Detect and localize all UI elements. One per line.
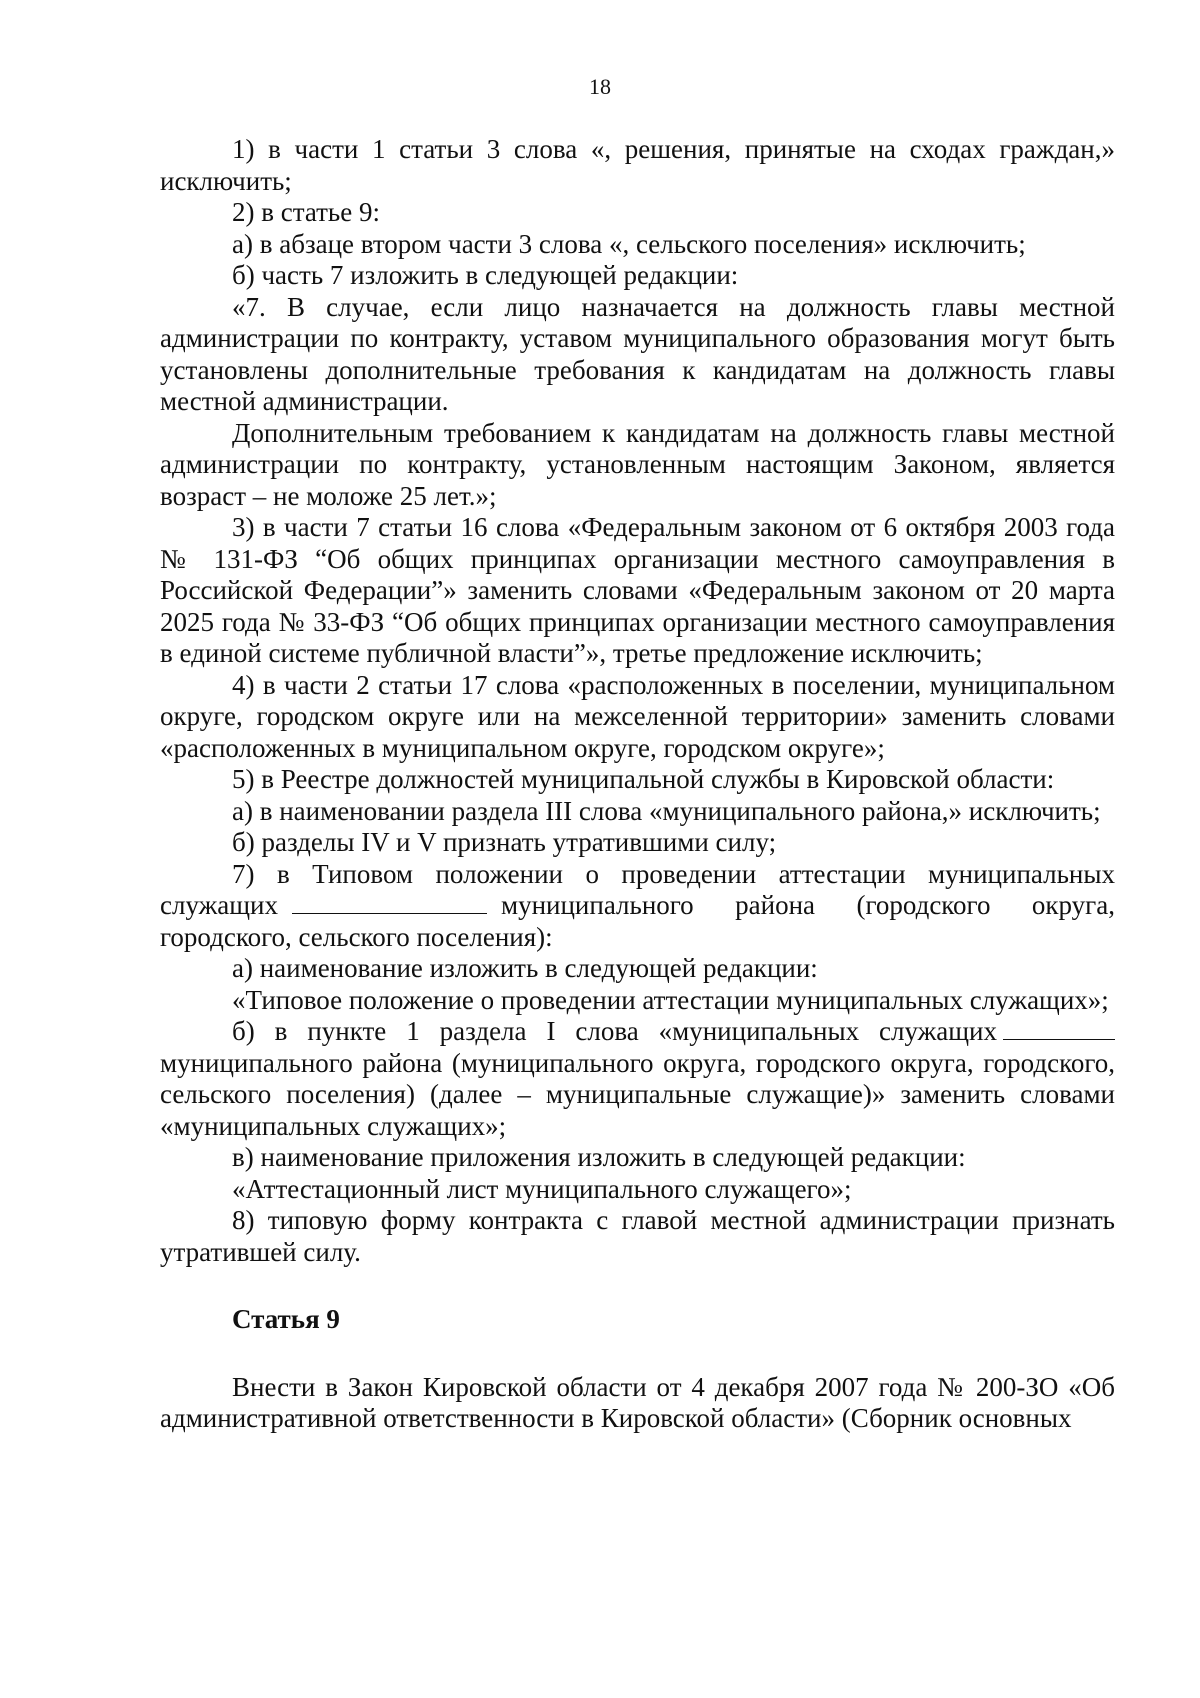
paragraph: 4) в части 2 статьи 17 слова «расположенных в поселении, муниципальном округе, городском округе или на межселенной территории» заменить словами «расположенных в муниципальном округе, городском округе»; <box>160 669 1115 763</box>
paragraph: Внести в Закон Кировской области от 4 декабря 2007 года № 200-ЗО «Об административной ответственности в Кировской области» (Сборник основных <box>160 1371 1115 1433</box>
paragraph: 5) в Реестре должностей муниципальной службы в Кировской области: <box>232 764 1055 794</box>
document-body <box>160 134 1115 1435</box>
paragraph-text: 7) в Типовом положении о проведении аттестации муниципальных служащих <box>160 858 1115 920</box>
page-number: 18 <box>589 74 611 99</box>
paragraph: 3) в части 7 статьи 16 слова «Федеральным законом от 6 октября 2003 года № 131-ФЗ “Об общих принципах организации местного самоуправления в Российской Федерации”» заменить словами «Федеральным законом от 20 марта 2025 года № 33-ФЗ “Об общих принципах организации местного самоуправления в единой системе публичной власти”», третье предложение исключить; <box>160 512 1115 668</box>
paragraph <box>160 1016 1115 1142</box>
paragraph: Дополнительным требованием к кандидатам на должность главы местной администрации по контракту, установленным настоящим Законом, является возраст – не моложе 25 лет.»; <box>160 417 1115 511</box>
paragraph: а) наименование изложить в следующей редакции: <box>232 953 818 983</box>
blank-line <box>1003 1017 1115 1040</box>
paragraph: в) наименование приложения изложить в следующей редакции: <box>232 1142 966 1172</box>
paragraph: а) в наименовании раздела III слова «муниципального района,» исключить; <box>232 795 1101 826</box>
paragraph: «Аттестационный лист муниципального служащего»; <box>232 1173 852 1204</box>
paragraph: «7. В случае, если лицо назначается на должность главы местной администрации по контракту, уставом муниципального образования могут быть установлены дополнительные требования к кандидатам на должность главы местной администрации. <box>160 291 1115 416</box>
paragraph-text: б) в пункте 1 раздела I слова «муниципальных служащих <box>232 1016 997 1046</box>
paragraph <box>160 859 1115 954</box>
paragraph: 1) в части 1 статьи 3 слова «, решения, принятые на сходах граждан,» исключить; <box>160 134 1115 196</box>
paragraph-text: муниципального района (муниципального округа, городского округа, городского, сельского поселения) (далее – муниципальные служащие)» заменить словами «муниципальных служащих»; <box>160 1047 1115 1141</box>
paragraph: а) в абзаце втором части 3 слова «, сельского поселения» исключить; <box>232 228 1026 259</box>
article-heading: Статья 9 <box>232 1304 340 1334</box>
paragraph: 2) в статье 9: <box>232 197 380 227</box>
paragraph: 8) типовую форму контракта с главой местной администрации признать утратившей силу. <box>160 1205 1115 1267</box>
blank-line <box>292 891 487 914</box>
paragraph: б) часть 7 изложить в следующей редакции: <box>232 260 739 290</box>
paragraph-text: муниципального района (городского округа, городского, сельского поселения): <box>160 890 1115 952</box>
paragraph: б) разделы IV и V признать утратившими силу; <box>232 827 777 857</box>
paragraph: «Типовое положение о проведении аттестации муниципальных служащих»; <box>232 984 1109 1015</box>
